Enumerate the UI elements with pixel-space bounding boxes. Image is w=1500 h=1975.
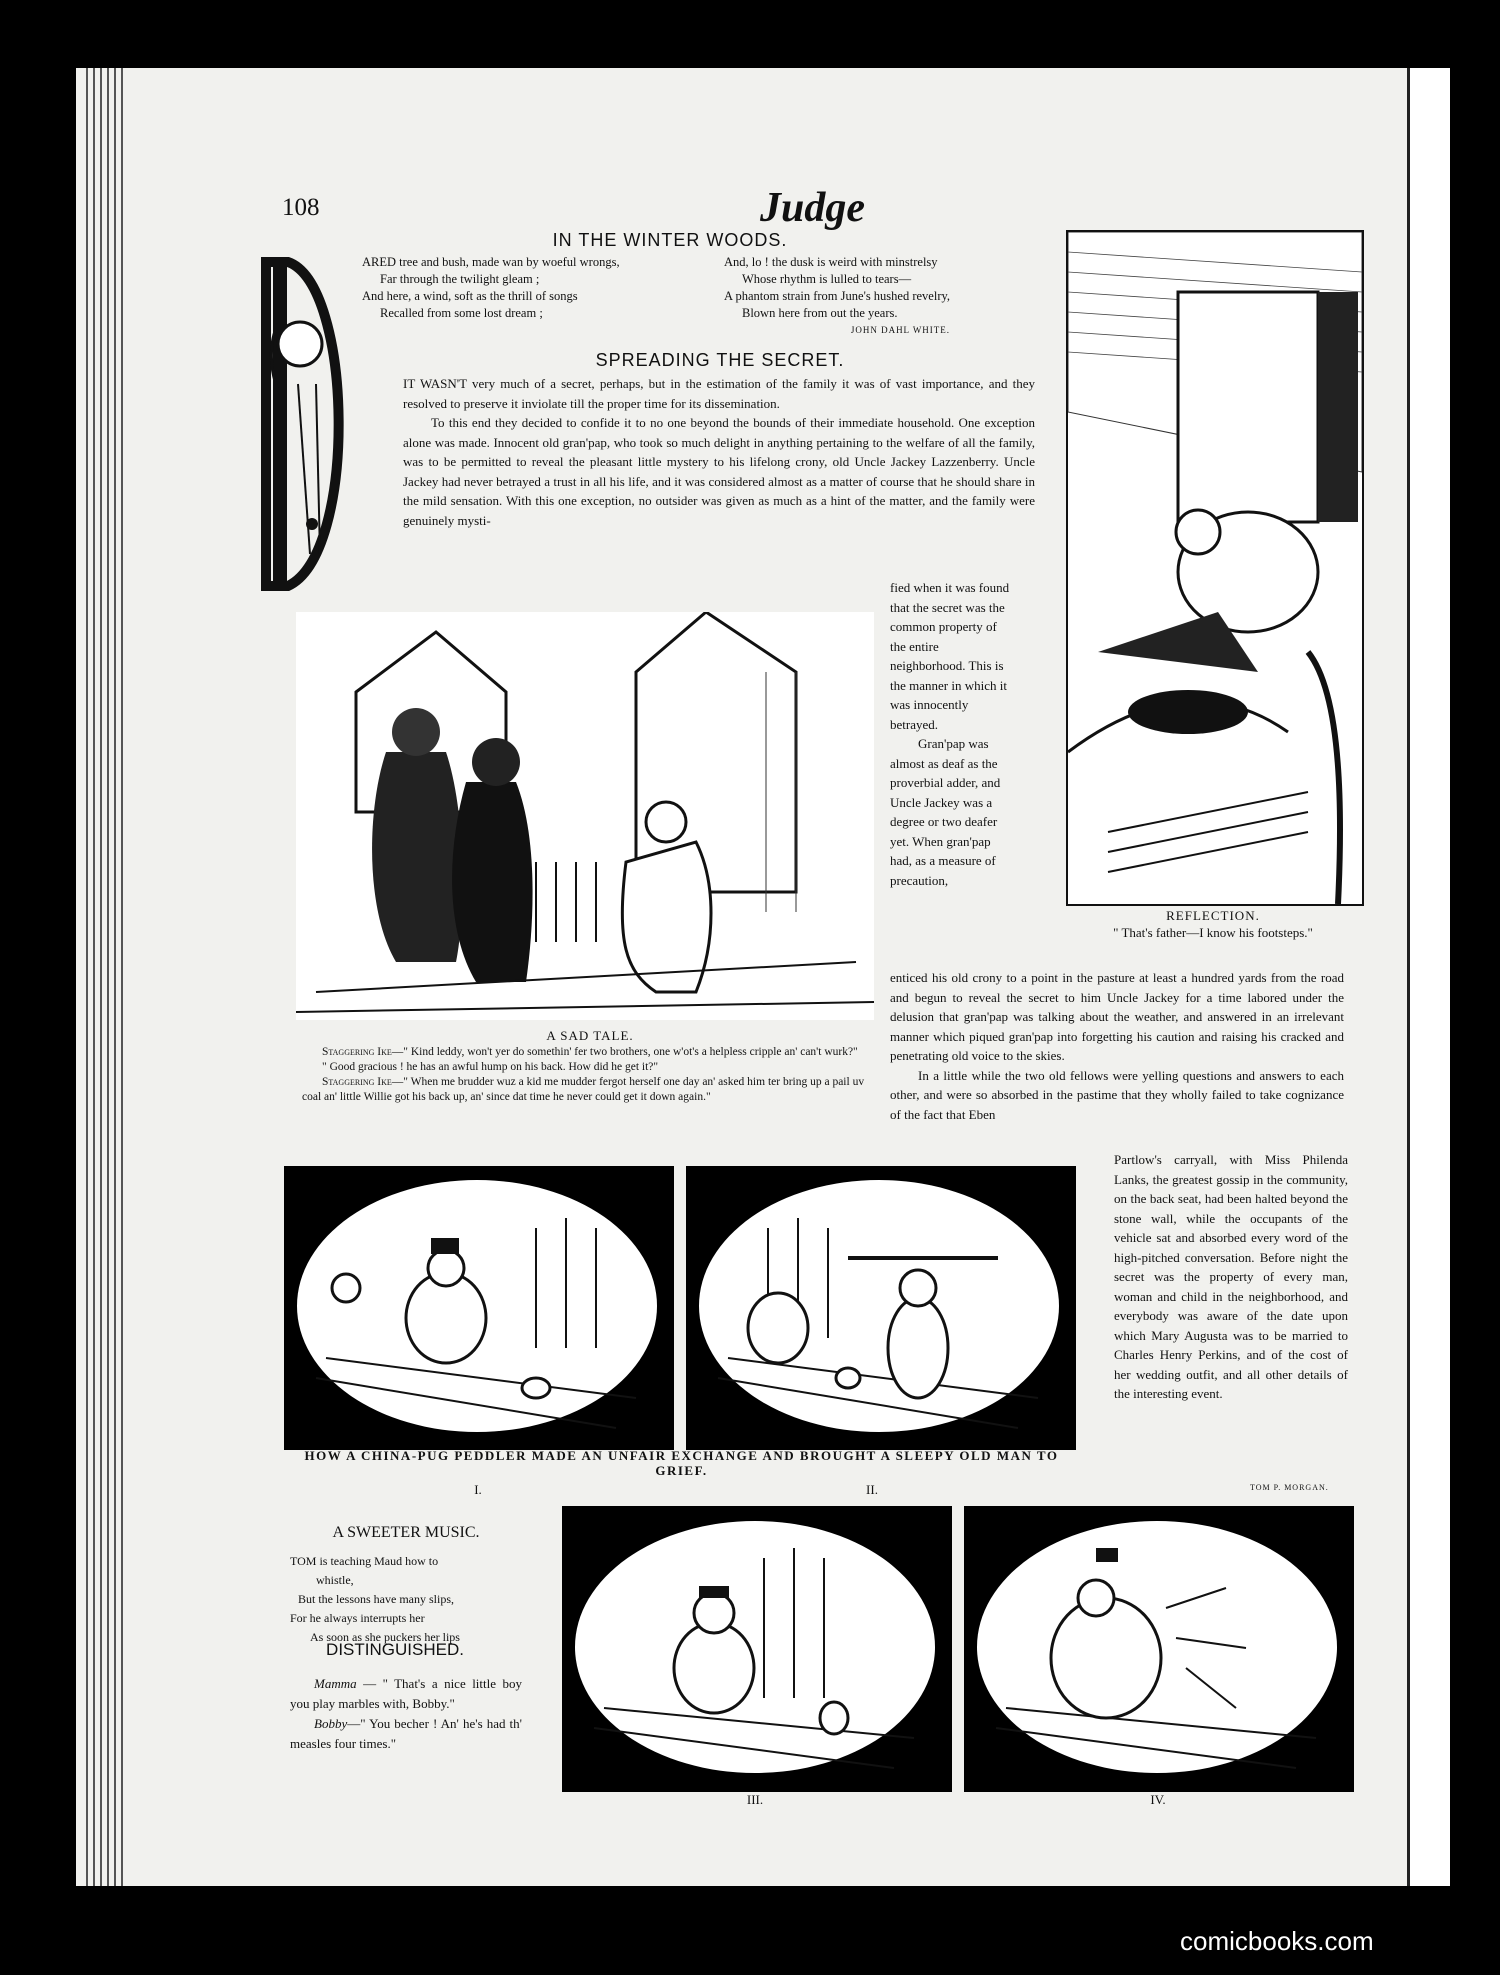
poem-line: And, lo ! the dusk is weird with minstrelsy: [724, 255, 938, 269]
comic-panel-3: [562, 1506, 952, 1792]
sad-tale-dialogue: [302, 1075, 878, 1105]
panel-number: II.: [866, 1482, 878, 1497]
poem-line: As soon as she puckers her lips: [310, 1630, 460, 1644]
poem-line: Whose rhythm is lulled to tears—: [742, 272, 912, 286]
dialogue-line: [290, 1714, 522, 1754]
poem-line: A phantom strain from June's hushed revelry,: [724, 289, 951, 303]
sad-tale-dialogue: [302, 1045, 878, 1060]
sweeter-music-poem: [290, 1552, 530, 1647]
sad-tale-drawing: [296, 612, 874, 1020]
poem-line: Far through the twilight gleam ;: [380, 272, 540, 286]
story-title: SPREADING THE SECRET.: [595, 350, 845, 370]
distinguished-title: DISTINGUISHED.: [326, 1640, 464, 1659]
poem-title: IN THE WINTER WOODS.: [552, 230, 788, 250]
sad-tale-title: A SAD TALE.: [546, 1028, 634, 1043]
story-paragraph: IT WASN'T very much of a secret, perhaps, but in the estimation of the family it was of vast importance, and they resolved to preserve it inviolate till the proper time for its dissemination.: [403, 376, 1035, 411]
panel-number: I.: [474, 1482, 482, 1497]
dialogue-text: —" When me brudder wuz a kid me mudder fergot herself one day an' asked him ter bring up a pail uv coal an' little Willie got his back up, an' since dat time he never could get it down again.": [302, 1076, 865, 1103]
reflection-quote: " That's father—I know his footsteps.": [1113, 925, 1313, 940]
story-column-top: [403, 374, 1035, 530]
poem-left-stanza: [362, 254, 620, 322]
poem-author: JOHN DAHL WHITE.: [850, 325, 951, 335]
story-paragraph: In a little while the two old fellows were yelling questions and answers to each other, and were so absorbed in the pastime that they wholly failed to take cognizance of the fact that Eben: [890, 1067, 1344, 1122]
story-paragraph: Gran'pap was almost as deaf as the proverbial adder, and Uncle Jackey was a degree or two deafer yet. When gran'pap had, as a measure of precaution,: [890, 736, 1001, 888]
reflection-caption: [1066, 907, 1360, 941]
reflection-title: REFLECTION.: [1166, 908, 1260, 923]
poem-line: whistle,: [316, 1573, 354, 1587]
story-paragraph: Partlow's carryall, with Miss Philenda Lanks, the greatest gossip in the community, on the back seat, had been halted beyond the stone wall, while the occupants of the vehicle sat and absorbed every word of the high-pitched conversation. Before night the secret was the property of every man, woman and child in the neighborhood, and everybody was aware of the date upon which Mary Augusta was to be married to Charles Henry Perkins, and of the cost of her wedding outfit, and all other details of the interesting event.: [1114, 1152, 1348, 1401]
distinguished-text: [290, 1674, 522, 1754]
watermark: comicbooks.com: [1180, 1926, 1374, 1956]
sad-tale-caption: [302, 1028, 878, 1105]
story-column-bottom: [1114, 1150, 1348, 1404]
story-paragraph: fied when it was found that the secret was the common property of the entire neighborhood. This is the manner in which it was innocently betrayed.: [890, 580, 1010, 732]
poem-line: And here, a wind, soft as the thrill of songs: [362, 289, 578, 303]
poem-line: ARED tree and bush, made wan by woeful wrongs,: [362, 255, 620, 269]
page-edge-lines: [86, 68, 126, 1886]
speaker-name: Staggering Ike: [322, 1076, 392, 1088]
poem-line: Blown here from out the years.: [742, 306, 898, 320]
dialogue-text: — " That's a nice little boy you play marbles with, Bobby.": [290, 1676, 522, 1711]
story-narrow-column: [890, 578, 1014, 890]
panel-number: III.: [746, 1792, 764, 1807]
next-page-edge: [1407, 68, 1450, 1886]
poem-line: Recalled from some lost dream ;: [380, 306, 543, 320]
reflection-illustration: [1066, 230, 1364, 906]
comic-panel-1: [284, 1166, 674, 1450]
poem-line: TOM is teaching Maud how to: [290, 1554, 439, 1568]
story-column-middle: [890, 968, 1344, 1124]
story-paragraph: enticed his old crony to a point in the pasture at least a hundred yards from the road and begun to reveal the secret to him Uncle Jackey for a time labored under the delusion that gran'pap was talking about the weather, and answered in an irrelevant manner which piqued gran'pap into forgetting his caution and raising his cracked and penetrating old voice to the skies.: [890, 970, 1344, 1063]
speaker-name: Bobby: [314, 1716, 348, 1731]
dialogue-line: [290, 1674, 522, 1714]
poem-right-stanza: [724, 254, 950, 339]
dialogue-text: —" Kind leddy, won't yer do somethin' fer two brothers, one w'ot's a helpless cripple an' can't wurk?": [391, 1046, 858, 1058]
sad-tale-dialogue: " Good gracious ! he has an awful hump on his back. How did he get it?": [322, 1061, 659, 1073]
comic-panel-4: [964, 1506, 1354, 1792]
comic-panel-2: [686, 1166, 1076, 1450]
reflection-drawing: [1068, 232, 1362, 904]
poem-line: But the lessons have many slips,: [298, 1592, 454, 1606]
dialogue-text: —" You becher ! An' he's had th' measles four times.": [290, 1716, 522, 1751]
story-author: TOM P. MORGAN.: [1250, 1483, 1329, 1492]
panel-number: IV.: [1150, 1792, 1166, 1807]
story-paragraph: To this end they decided to confide it to no one beyond the bounds of their immediate household. One exception alone was made. Innocent old gran'pap, who took so much delight in anything pertaining to the welfare of all the family, was to be permitted to reveal the pleasant little mystery to his lifelong crony, old Uncle Jackey Lazzenberry. Uncle Jackey had never betrayed a trust in all his life, and it was considered almost as a matter of course that he should share in the mild sensation. With this one exception, no outsider was given as much as a hint of the matter, and the family were genuinely mysti-: [403, 415, 1035, 528]
decorative-initial-d: [258, 254, 366, 594]
speaker-name: Staggering Ike: [322, 1046, 392, 1058]
page-number: 108: [282, 194, 320, 221]
china-pug-caption: HOW A CHINA-PUG PEDDLER MADE AN UNFAIR EXCHANGE AND BROUGHT A SLEEPY OLD MAN TO GRIEF.: [304, 1448, 1059, 1478]
masthead: Judge: [760, 185, 865, 231]
speaker-name: Mamma: [314, 1676, 357, 1691]
poem-line: For he always interrupts her: [290, 1611, 425, 1625]
sad-tale-illustration: [296, 612, 874, 1020]
sweeter-music-title: A SWEETER MUSIC.: [332, 1524, 480, 1541]
